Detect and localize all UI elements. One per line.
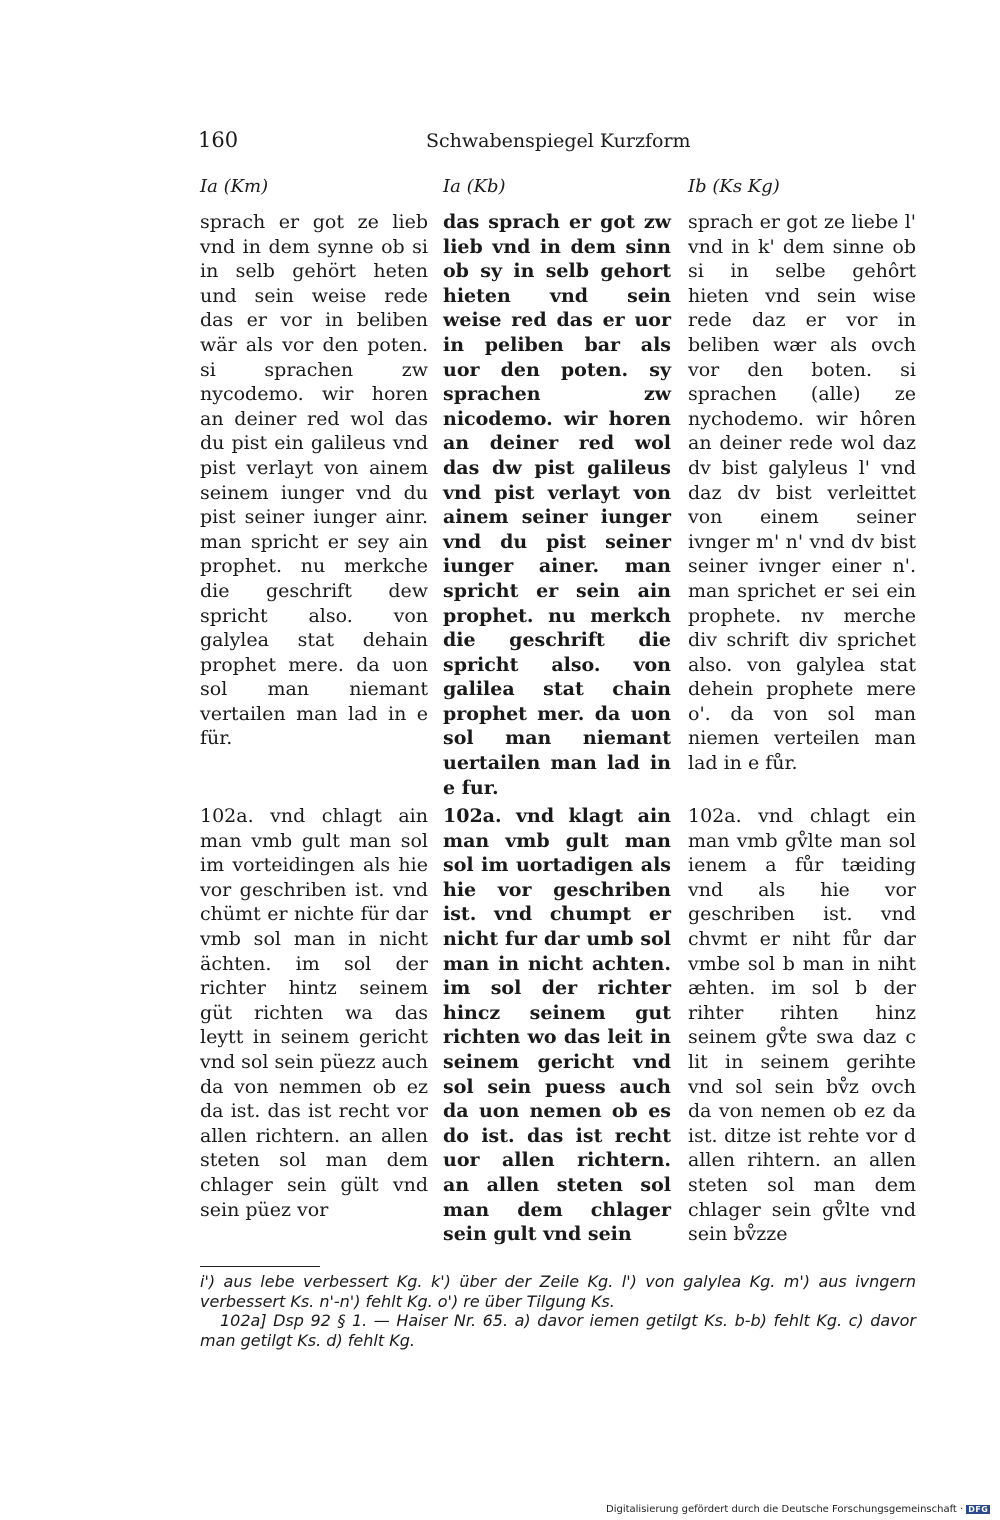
footnote-line-1: i') aus lebe verbessert Kg. k') über der Zeile Kg. l') von galylea Kg. m') aus ivngern verbessert Ks. n'-n') fehlt Kg. o') re über Tilgung Ks. xyxy=(200,1272,916,1311)
paragraph: sprach er got ze lieb vnd in dem synne ob si in selb gehört heten und sein weise rede das er vor in beliben wär als vor den poten. si sprachen zw nycodemo. wir horen an deiner red wol das du pist ein galileus vnd pist verlayt von ainem seinem iunger vnd du pist seiner iunger ainr. man spricht er sey ain prophet. nu merkche die geschrift dew spricht also. von galylea stat dehain prophet mere. da uon sol man niemant vertailen man lad in e für. xyxy=(200,211,428,750)
footnotes xyxy=(200,1272,916,1350)
footnote-separator xyxy=(200,1266,320,1267)
paragraph: das sprach er got zw lieb vnd in dem sinn ob sy in selb gehort hieten vnd sein weise red das er uor in peliben bar als uor den poten. sy sprachen zw nicodemo. wir horen an deiner red wol das dw pist galileus vnd pist verlayt von ainem seiner iunger vnd du pist seiner iunger ainer. man spricht er sein ain prophet. nu merkch die geschrift die spricht also. von galilea stat chain prophet mer. da uon sol man niemant uertailen man lad in e fur. xyxy=(443,211,671,799)
digitization-credit xyxy=(606,1504,990,1515)
column-heading-3: Ib (Ks Kg) xyxy=(688,176,780,197)
running-title: Schwabenspiegel Kurzform xyxy=(426,130,691,152)
credit-text: Digitalisierung gefördert durch die Deutsche Forschungsgemeinschaft · xyxy=(606,1504,964,1515)
column-2-text-block-2 xyxy=(443,804,671,1247)
column-1-text-block-2 xyxy=(200,804,428,1222)
dfg-logo: DFG xyxy=(968,1504,989,1514)
page-number: 160 xyxy=(198,128,239,152)
column-heading-1: Ia (Km) xyxy=(200,176,269,197)
paragraph: 102a. vnd chlagt ain man vmb gult man sol im vorteidingen als hie vor geschriben ist. vnd chümt er nichte für dar vmb sol man in nicht ächten. im sol der richter hintz seinem güt richten wa das leytt in seinem gericht vnd sol sein püezz auch da von nemmen ob ez da ist. das ist recht vor allen richtern. an allen steten sol man dem chlager sein gült vnd sein püez vor xyxy=(200,805,428,1221)
column-1-text-block-1 xyxy=(200,210,428,751)
column-3-text-block-1 xyxy=(688,210,916,776)
column-heading-2: Ia (Kb) xyxy=(443,176,506,197)
paragraph: 102a. vnd chlagt ein man vmb gv̊lte man sol ienem a fůr tæiding vnd als hie vor geschriben ist. vnd chvmt er niht fůr dar vmbe sol b man in niht æhten. im sol b der rihter rihten hinz seinem gv̊te swa daz c lit in seinem gerihte vnd sol sein bv̊z ovch da von nemen ob ez da ist. ditze ist rehte vor d allen rihtern. an allen steten sol man dem chlager sein gv̊lte vnd sein bv̊zze xyxy=(688,805,916,1246)
paragraph: sprach er got ze liebe l' vnd in k' dem sinne ob si in selbe gehôrt hieten vnd sein wise rede daz er vor in beliben wær als ovch vor den boten. si sprachen (alle) ze nychodemo. wir hôren an deiner rede wol daz dv bist galyleus l' vnd daz dv bist verleittet von einem seiner ivnger m' n' vnd dv bist seiner ivnger einer n'. man sprichet er sei ein prophete. nv merche div schrift div sprichet also. von galylea stat dehein prophete mere o'. da von sol man niemen verteilen man lad in e fůr. xyxy=(688,211,916,775)
paragraph: 102a. vnd klagt ain man vmb gult man sol im uortadigen als hie vor geschriben ist. vnd chumpt er nicht fur dar umb sol man in nicht achten. im sol der richter hincz seinem gut richten wo das leit in seinem gericht vnd sol sein puess auch da uon nemen ob es do ist. das ist recht uor allen richtern. an allen steten sol man dem chlager sein gult vnd sein xyxy=(443,805,671,1246)
column-2-text-block-1 xyxy=(443,210,671,800)
page-header xyxy=(198,128,918,158)
column-3-text-block-2 xyxy=(688,804,916,1247)
footnote-line-2: 102a] Dsp 92 § 1. — Haiser Nr. 65. a) davor iemen getilgt Ks. b-b) fehlt Kg. c) davor man getilgt Ks. d) fehlt Kg. xyxy=(200,1311,916,1350)
